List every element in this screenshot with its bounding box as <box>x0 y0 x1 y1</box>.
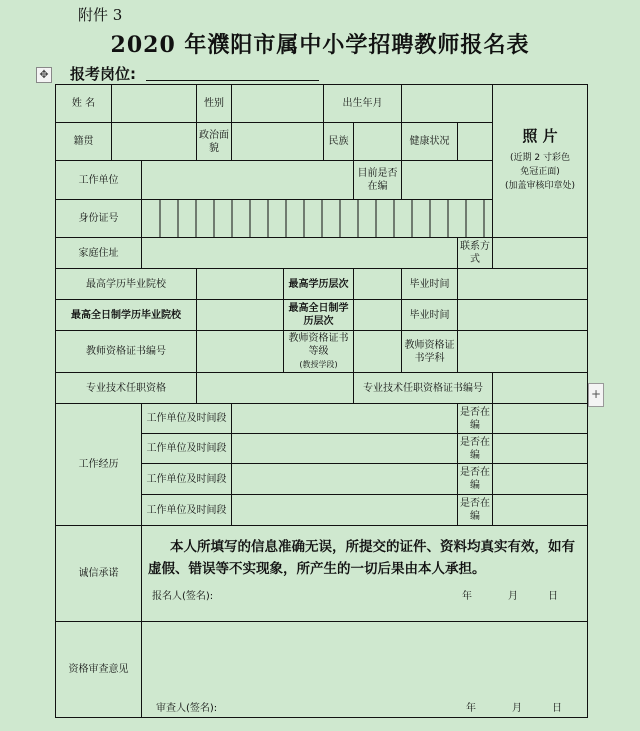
input-fulltime-edu-level[interactable] <box>354 300 402 331</box>
label-id-number: 身份证号 <box>56 200 142 238</box>
teacher-cert-level-text: 教师资格证书等级 <box>288 333 349 357</box>
integrity-promise <box>142 526 588 622</box>
input-in-staff[interactable] <box>402 161 493 200</box>
label-work-unit-period-2: 工作单位及时间段 <box>142 434 232 464</box>
label-teacher-cert-subject: 教师资格证书学科 <box>402 331 458 373</box>
input-work-unit-period-3[interactable] <box>232 464 458 495</box>
input-birth[interactable] <box>402 85 493 123</box>
input-contact[interactable] <box>493 238 588 269</box>
label-gender: 性别 <box>197 85 232 123</box>
label-address: 家庭住址 <box>56 238 142 269</box>
add-column-icon[interactable]: + <box>588 383 604 407</box>
input-teacher-cert-level[interactable] <box>354 331 402 373</box>
label-work-unit-period-3: 工作单位及时间段 <box>142 464 232 495</box>
label-in-staff-3: 是否在编 <box>458 464 493 495</box>
promise-text: 本人所填写的信息准确无误，所提交的证件、资料均真实有效，如有虚假、错误等不实现象，所产生的一切后果由本人承担。 <box>148 539 575 577</box>
label-teacher-cert-no: 教师资格证书编号 <box>56 331 197 373</box>
photo-note-3: (加盖审核印章处) <box>504 180 576 191</box>
table-move-handle-icon[interactable]: ✥ <box>36 67 52 83</box>
input-teacher-cert-no[interactable] <box>197 331 284 373</box>
input-health[interactable] <box>458 123 493 161</box>
promise-day: 日 <box>548 591 558 602</box>
input-id-number[interactable] <box>142 200 493 238</box>
label-fulltime-edu-level: 最高全日制学历层次 <box>284 300 354 331</box>
label-native: 籍贯 <box>56 123 112 161</box>
photo-note-2: 免冠正面) <box>520 166 560 177</box>
review-opinion[interactable] <box>142 622 588 718</box>
input-fulltime-edu-school[interactable] <box>197 300 284 331</box>
input-work-unit-period-1[interactable] <box>232 404 458 434</box>
label-name: 姓 名 <box>56 85 112 123</box>
label-work-history: 工作经历 <box>56 404 142 526</box>
label-tech-cert-no: 专业技术任职资格证书编号 <box>354 373 493 404</box>
label-integrity: 诚信承诺 <box>56 526 142 622</box>
label-highest-edu-school: 最高学历毕业院校 <box>56 269 197 300</box>
input-tech-cert-no[interactable] <box>493 373 588 404</box>
label-in-staff-4: 是否在编 <box>458 495 493 526</box>
label-ethnicity: 民族 <box>324 123 354 161</box>
input-highest-edu-school[interactable] <box>197 269 284 300</box>
input-in-staff-2[interactable] <box>493 434 588 464</box>
input-address[interactable] <box>142 238 458 269</box>
label-health: 健康状况 <box>402 123 458 161</box>
photo-note-1: (近期 2 寸彩色 <box>510 152 570 163</box>
review-month: 月 <box>512 703 522 714</box>
page-title: 2020 年濮阳市属中小学招聘教师报名表 <box>110 32 530 58</box>
photo-title: 照 片 <box>522 126 558 145</box>
promise-month: 月 <box>508 591 518 602</box>
review-year: 年 <box>466 703 476 714</box>
label-grad-time-2: 毕业时间 <box>402 300 458 331</box>
input-politics[interactable] <box>232 123 324 161</box>
input-work-unit-period-4[interactable] <box>232 495 458 526</box>
position-input-line[interactable] <box>146 80 319 81</box>
position-label: 报考岗位: <box>70 65 136 83</box>
teacher-cert-level-note: (教授学段) <box>299 360 338 369</box>
input-ethnicity[interactable] <box>354 123 402 161</box>
input-grad-time[interactable] <box>458 269 588 300</box>
label-contact: 联系方式 <box>458 238 493 269</box>
label-in-staff-2: 是否在编 <box>458 434 493 464</box>
input-teacher-cert-subject[interactable] <box>458 331 588 373</box>
label-birth: 出生年月 <box>324 85 402 123</box>
label-highest-edu-level: 最高学历层次 <box>284 269 354 300</box>
label-fulltime-edu-school: 最高全日制学历毕业院校 <box>56 300 197 331</box>
input-in-staff-1[interactable] <box>493 404 588 434</box>
input-work-unit-period-2[interactable] <box>232 434 458 464</box>
input-tech-title[interactable] <box>197 373 354 404</box>
input-grad-time-2[interactable] <box>458 300 588 331</box>
input-name[interactable] <box>112 85 197 123</box>
label-in-staff-1: 是否在编 <box>458 404 493 434</box>
label-politics: 政治面貌 <box>197 123 232 161</box>
input-in-staff-3[interactable] <box>493 464 588 495</box>
label-review: 资格审查意见 <box>56 622 142 718</box>
label-grad-time: 毕业时间 <box>402 269 458 300</box>
photo-box <box>493 85 588 238</box>
promise-year: 年 <box>462 591 472 602</box>
input-work-unit[interactable] <box>142 161 354 200</box>
label-teacher-cert-level <box>284 331 354 373</box>
input-highest-edu-level[interactable] <box>354 269 402 300</box>
attachment-label: 附件 3 <box>78 6 123 24</box>
input-native[interactable] <box>112 123 197 161</box>
label-in-staff: 目前是否在编 <box>354 161 402 200</box>
input-in-staff-4[interactable] <box>493 495 588 526</box>
review-signer-label: 审查人(签名): <box>156 703 218 714</box>
input-gender[interactable] <box>232 85 324 123</box>
label-work-unit: 工作单位 <box>56 161 142 200</box>
label-work-unit-period-1: 工作单位及时间段 <box>142 404 232 434</box>
promise-signer-label: 报名人(签名): <box>152 591 214 602</box>
review-day: 日 <box>552 703 562 714</box>
label-work-unit-period-4: 工作单位及时间段 <box>142 495 232 526</box>
registration-table <box>55 84 588 718</box>
label-tech-title: 专业技术任职资格 <box>56 373 197 404</box>
